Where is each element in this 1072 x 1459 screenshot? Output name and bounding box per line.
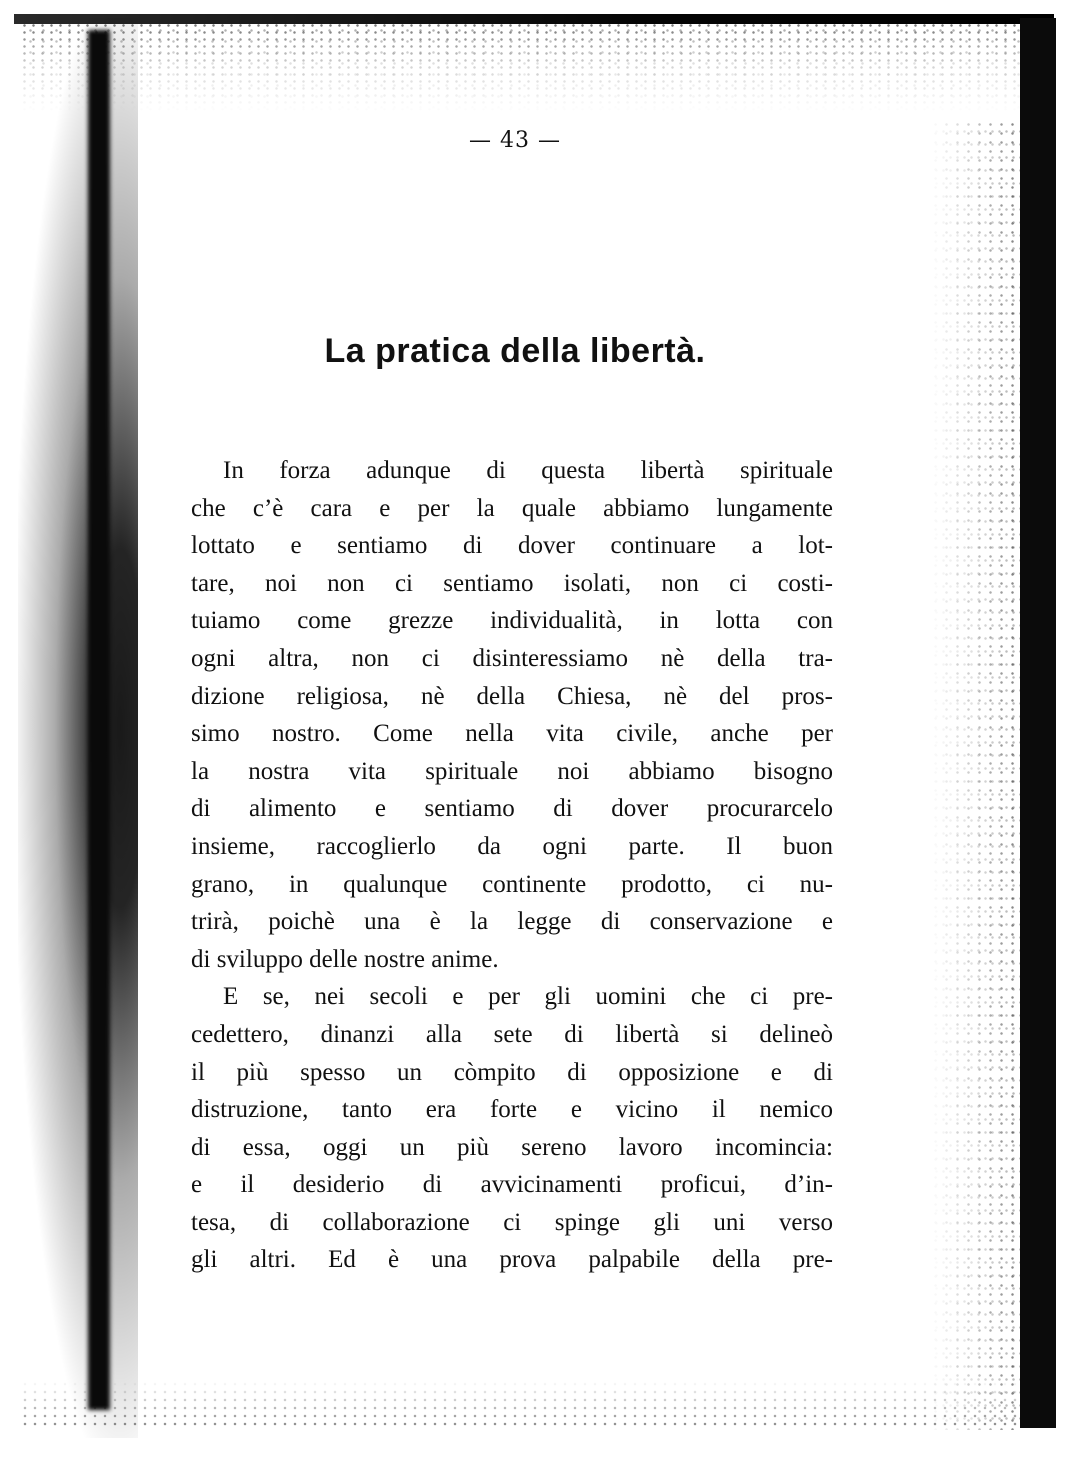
text-line: cedettero, dinanzi alla sete di libertà si delineò [191, 1020, 833, 1048]
text-line: distruzione, tanto era forte e vicino il nemico [191, 1096, 833, 1124]
text-line: e il desiderio di avvicinamenti proficui, d’in- [191, 1171, 833, 1199]
scan-noise-bottom [20, 1380, 1020, 1430]
text-line: lottato e sentiamo di dover continuare a lot- [191, 532, 833, 560]
text-line: di essa, oggi un più sereno lavoro incomincia: [191, 1133, 833, 1161]
chapter-title: La pratica della libertà. [324, 332, 706, 370]
text-line: di alimento e sentiamo di dover procurarcelo [191, 795, 833, 823]
binding-edge [88, 30, 110, 1410]
text-line: tesa, di collaborazione ci spinge gli uni verso [191, 1208, 833, 1236]
scan-border-right [1020, 18, 1056, 1428]
text-line: tare, noi non ci sentiamo isolati, non ci costi- [191, 569, 833, 597]
binding-shadow [18, 18, 138, 1438]
scan-noise-right [930, 120, 1020, 1430]
text-line: la nostra vita spirituale noi abbiamo bisogno [191, 757, 833, 785]
text-line: il più spesso un còmpito di opposizione e di [191, 1058, 833, 1086]
text-line: che c’è cara e per la quale abbiamo lungamente [191, 494, 833, 522]
text-line: insieme, raccoglierlo da ogni parte. Il buon [191, 832, 833, 860]
text-line: dizione religiosa, nè della Chiesa, nè del pros- [191, 682, 833, 710]
text-line: grano, in qualunque continente prodotto, ci nu- [191, 870, 833, 898]
text-line: trirà, poichè una è la legge di conservazione e [191, 908, 833, 936]
text-line: gli altri. Ed è una prova palpabile della pre- [191, 1246, 833, 1274]
text-line: ogni altra, non ci disinteressiamo nè della tra- [191, 644, 833, 672]
scan-border-top [14, 14, 1054, 24]
text-line: In forza adunque di questa libertà spirituale [223, 457, 833, 484]
text-line: simo nostro. Come nella vita civile, anche per [191, 720, 833, 748]
scan-noise-top [20, 22, 1020, 112]
page-number: — 43 — [469, 128, 561, 153]
body-text [191, 452, 833, 1279]
text-line: tuiamo come grezze individualità, in lotta con [191, 607, 833, 635]
text-line: E se, nei secoli e per gli uomini che ci pre- [223, 983, 833, 1011]
text-line: di sviluppo delle nostre anime. [191, 945, 499, 973]
